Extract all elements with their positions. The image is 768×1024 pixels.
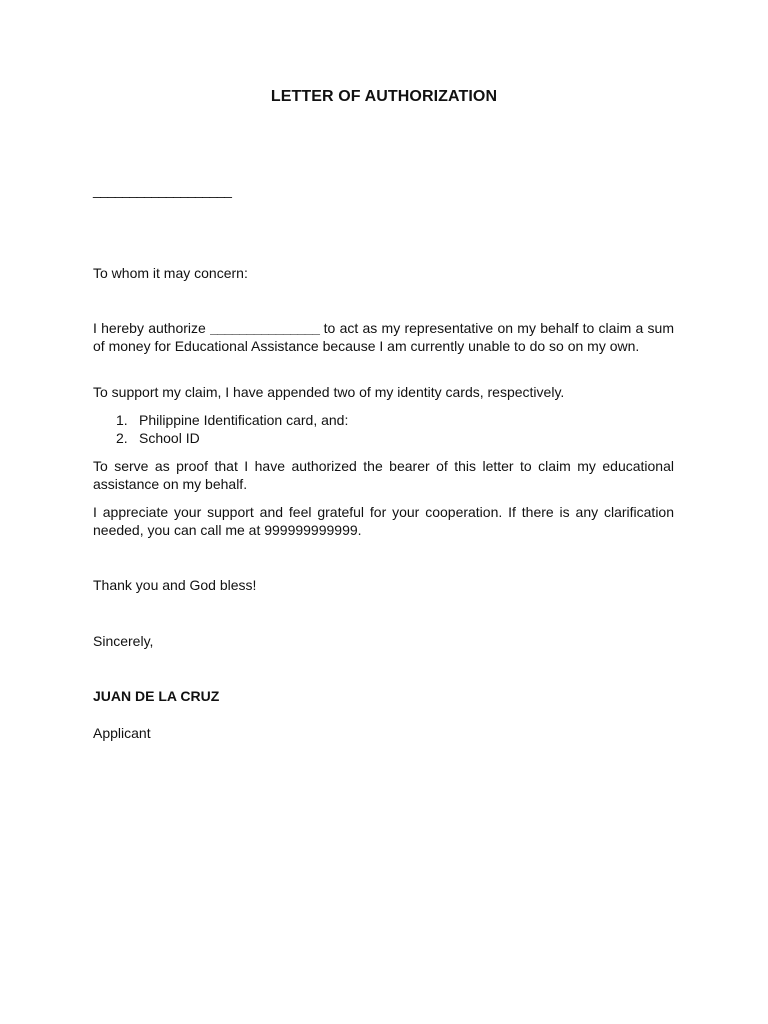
support-paragraph: To support my claim, I have appended two of my identity cards, respectively. <box>93 384 565 400</box>
authorization-paragraph <box>93 319 674 355</box>
proof-paragraph: To serve as proof that I have authorized the bearer of this letter to claim my educational assistance on my behalf. <box>93 458 674 492</box>
signer-name: JUAN DE LA CRUZ <box>93 688 220 704</box>
authorization-text-end: to act as my representative on my behalf to claim a sum of money for Educational Assistance because I am currently unable to do so on my own. <box>93 320 674 354</box>
representative-name-blank: _______________ <box>210 320 320 336</box>
list-item <box>116 411 348 429</box>
list-item-number: 1. <box>116 412 128 428</box>
signer-role: Applicant <box>93 725 151 741</box>
date-line: ___________________ <box>93 182 232 198</box>
salutation: To whom it may concern: <box>93 265 248 281</box>
closing-thanks: Thank you and God bless! <box>93 577 257 593</box>
list-item-text: Philippine Identification card, and: <box>139 412 349 428</box>
appreciation-paragraph: I appreciate your support and feel grateful for your cooperation. If there is any clarification needed, you can call me at 999999999999. <box>93 504 674 538</box>
document-title: LETTER OF AUTHORIZATION <box>270 88 498 105</box>
authorization-text-start: I hereby authorize <box>93 320 211 336</box>
closing: Sincerely, <box>93 633 154 649</box>
list-item-text: School ID <box>139 430 200 446</box>
list-item <box>116 429 200 447</box>
list-item-number: 2. <box>116 430 128 446</box>
